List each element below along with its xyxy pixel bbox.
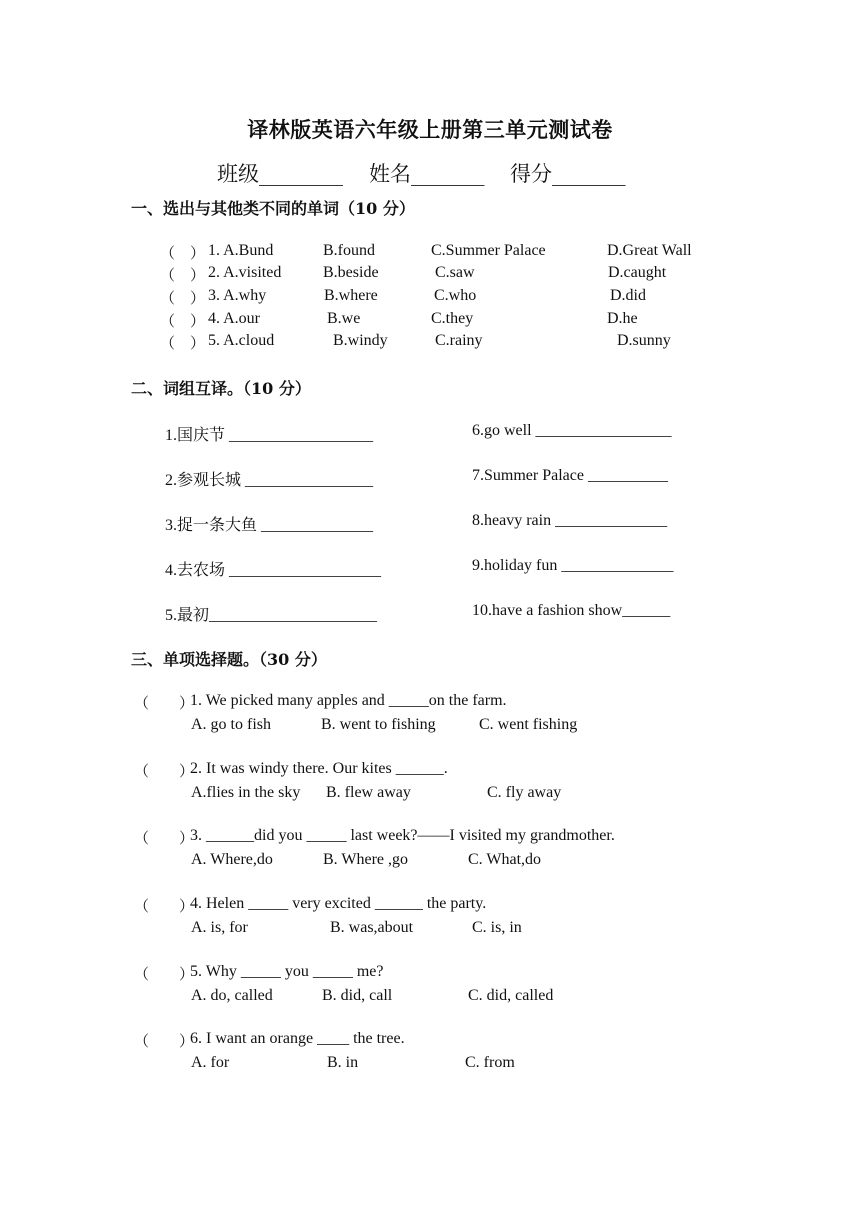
option-c: C. did, called <box>468 987 554 1004</box>
option-c: C.rainy <box>435 332 483 349</box>
answer-bracket: （ ） <box>160 289 206 307</box>
option-b: B. Where ,go <box>323 851 409 868</box>
option-a: A. Where,do <box>191 851 273 868</box>
option-a: 5. A.cloud <box>208 332 275 349</box>
option-a: A. go to fish <box>191 716 271 733</box>
option-c: C. is, in <box>472 919 522 936</box>
list-item: 3.捉一条大鱼 ______________ <box>165 517 374 534</box>
page-title: 译林版英语六年级上册第三单元测试卷 <box>247 117 613 142</box>
question-text: 5. Why _____ you _____ me? <box>190 963 384 980</box>
option-c: C. fly away <box>487 784 562 801</box>
list-item: 1.国庆节 __________________ <box>165 427 374 444</box>
option-c: C.saw <box>435 264 475 281</box>
question-text: 4. Helen _____ very excited ______ the party. <box>190 895 487 912</box>
question-text: 3. ______did you _____ last week?——I visited my grandmother. <box>190 827 615 844</box>
option-a: A. for <box>191 1054 230 1071</box>
section3-heading: 三、单项选择题。（30 分） <box>131 650 327 669</box>
list-item: 10.have a fashion show______ <box>472 602 671 619</box>
answer-bracket: （ ） <box>134 829 195 847</box>
list-item: 4.去农场 ___________________ <box>165 562 382 579</box>
list-item: 5.最初_____________________ <box>165 607 378 624</box>
option-c: C. What,do <box>468 851 542 868</box>
answer-bracket: （ ） <box>160 266 206 284</box>
option-d: D.he <box>607 310 638 327</box>
option-a: 2. A.visited <box>208 264 282 281</box>
option-a: A.flies in the sky <box>191 784 301 801</box>
option-d: D.did <box>610 287 646 304</box>
answer-bracket: （ ） <box>134 897 195 915</box>
option-b: B.beside <box>323 264 379 281</box>
option-c: C. from <box>465 1054 515 1071</box>
list-item: 7.Summer Palace __________ <box>472 467 668 484</box>
section1-heading: 一、选出与其他类不同的单词（10 分） <box>131 199 415 218</box>
option-d: D.caught <box>608 264 667 281</box>
section2-heading: 二、词组互译。（10 分） <box>131 379 311 398</box>
option-b: B. in <box>327 1054 359 1071</box>
option-b: B. did, call <box>322 987 393 1004</box>
list-item: 6.go well _________________ <box>472 422 672 439</box>
question-text: 2. It was windy there. Our kites ______. <box>190 760 448 777</box>
question-text: 6. I want an orange ____ the tree. <box>190 1030 405 1047</box>
score-field: 得分_______ <box>510 162 626 186</box>
question-text: 1. We picked many apples and _____on the farm. <box>190 692 507 709</box>
option-b: B.we <box>327 310 361 327</box>
option-c: C.they <box>431 310 474 327</box>
list-item: 2.参观长城 ________________ <box>165 472 374 489</box>
option-b: B. went to fishing <box>321 716 436 733</box>
answer-bracket: （ ） <box>160 334 206 352</box>
option-b: B. flew away <box>326 784 411 801</box>
class-field: 班级________ <box>217 162 343 186</box>
name-field: 姓名_______ <box>369 162 485 186</box>
option-b: B. was,about <box>330 919 414 936</box>
option-a: 1. A.Bund <box>208 242 274 259</box>
option-d: D.sunny <box>617 332 671 349</box>
list-item: 9.holiday fun ______________ <box>472 557 674 574</box>
answer-bracket: （ ） <box>134 694 195 712</box>
option-a: A. is, for <box>191 919 248 936</box>
option-d: D.Great Wall <box>607 242 692 259</box>
answer-bracket: （ ） <box>134 1032 195 1050</box>
list-item: 8.heavy rain ______________ <box>472 512 668 529</box>
option-b: B.where <box>324 287 378 304</box>
option-a: 4. A.our <box>208 310 260 327</box>
option-b: B.found <box>323 242 375 259</box>
answer-bracket: （ ） <box>160 244 206 262</box>
answer-bracket: （ ） <box>134 965 195 983</box>
option-b: B.windy <box>333 332 388 349</box>
option-c: C. went fishing <box>479 716 578 733</box>
answer-bracket: （ ） <box>160 312 206 330</box>
answer-bracket: （ ） <box>134 762 195 780</box>
option-c: C.Summer Palace <box>431 242 546 259</box>
option-a: 3. A.why <box>208 287 267 304</box>
option-a: A. do, called <box>191 987 273 1004</box>
option-c: C.who <box>434 287 477 304</box>
